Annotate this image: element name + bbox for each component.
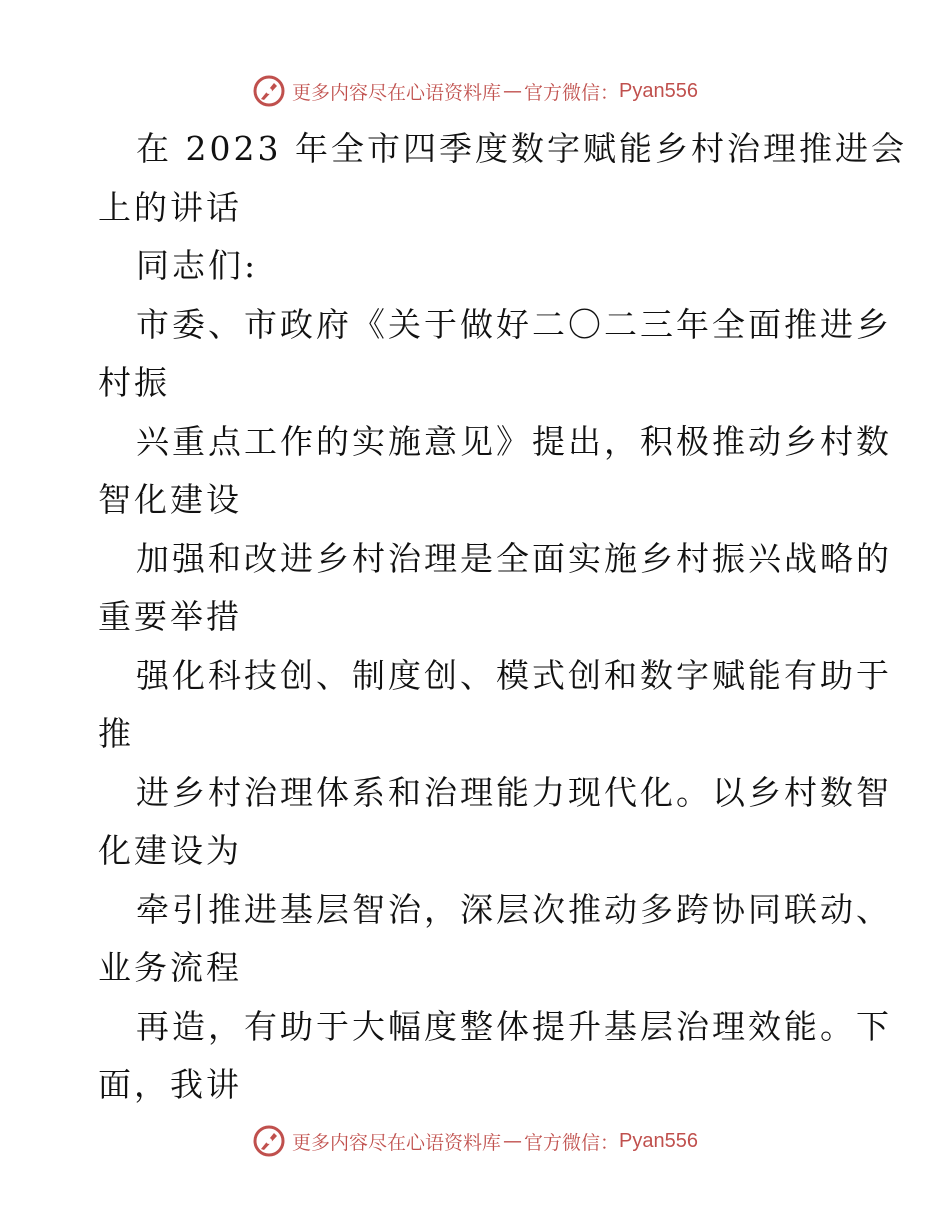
watermark-separator: — (503, 80, 523, 102)
text-line: 牵引推进基层智治，深层次推动多跨协同联动、 (136, 889, 892, 929)
text-line: 再造，有助于大幅度整体提升基层治理效能。下 (136, 1006, 892, 1046)
watermark-wechat-id: Pyan556 (619, 79, 698, 102)
text-line: 兴重点工作的实施意见》提出，积极推动乡村数 (136, 421, 892, 461)
footer-watermark (0, 1121, 950, 1161)
text-line: 村振 (98, 363, 170, 402)
watermark-site-text: 更多内容尽在心语资料库 (292, 1131, 502, 1154)
text-line: 强化科技创、制度创、模式创和数字赋能有助于 (136, 655, 892, 695)
header-watermark (0, 71, 950, 111)
text-line: 上的讲话 (98, 187, 242, 227)
quill-seal-icon (252, 1124, 286, 1158)
text-line: 化建设为 (98, 831, 242, 870)
text-line: 同志们: (136, 246, 259, 285)
text-line: 在 2023 年全市四季度数字赋能乡村治理推进会 (136, 129, 907, 168)
text-line: 市委、市政府《关于做好二〇二三年全面推进乡 (136, 304, 892, 344)
text-line: 面，我讲 (98, 1065, 242, 1104)
watermark-wechat-label: 官方微信： (524, 81, 620, 104)
text-line: 进乡村治理体系和治理能力现代化。以乡村数智 (136, 772, 892, 812)
watermark-site-text: 更多内容尽在心语资料库 (292, 81, 502, 104)
watermark-separator: — (503, 1130, 523, 1152)
quill-seal-icon (252, 74, 286, 108)
text-line: 业务流程 (98, 948, 242, 987)
watermark-wechat-id: Pyan556 (619, 1129, 698, 1152)
watermark-wechat-label: 官方微信： (524, 1131, 620, 1154)
document-body (98, 120, 907, 1115)
text-line: 推 (98, 714, 134, 753)
text-line: 重要举措 (98, 597, 242, 636)
text-line: 智化建设 (98, 480, 242, 519)
text-line: 加强和改进乡村治理是全面实施乡村振兴战略的 (136, 538, 892, 578)
